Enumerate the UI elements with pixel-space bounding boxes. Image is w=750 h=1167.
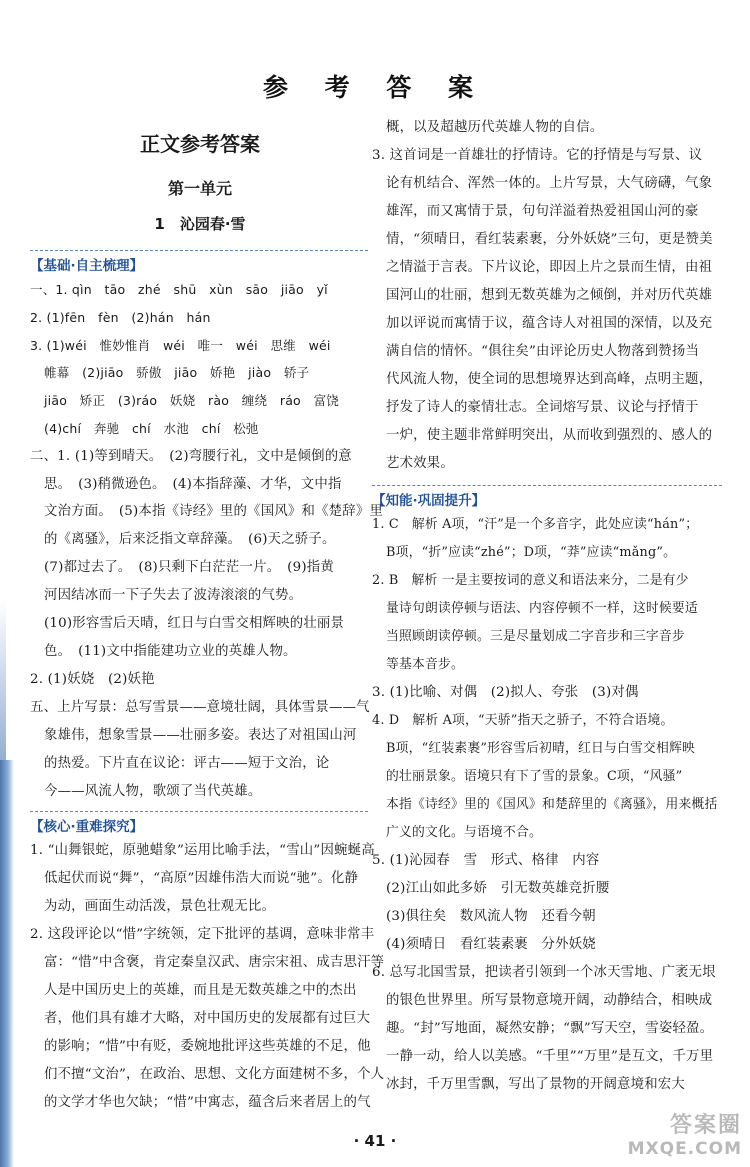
answer-line: 论有机结合、浑然一体的。上片写景，大气磅礴，气象 — [386, 176, 713, 191]
answer-line: 等基本音步。 — [386, 657, 464, 672]
answer-line: (10)形容雪后天晴，红日与白雪交相辉映的壮丽景 — [44, 616, 345, 631]
section-divider — [372, 485, 722, 486]
answer-line: 满自信的情怀。“俱往矣”由评论历史人物落到赞扬当 — [386, 344, 700, 359]
answer-line: B项，“折”应读“zhé”；D项，“莽”应读“mǎng”。 — [386, 545, 677, 560]
answer-line: 的壮丽景象。语境只有下了雪的景象。C项，“风骚” — [386, 769, 683, 784]
answer-line: 者，他们具有雄才大略，对中国历史的发展都有过巨大 — [44, 1011, 371, 1026]
answer-line: 富：“惜”中含褒，肯定秦皇汉武、唐宗宋祖、成吉思汗等 — [44, 955, 385, 970]
answer-line: 文治方面。 (5)本指《诗经》里的《国风》和《楚辞》里 — [44, 504, 384, 519]
answer-line: 的文学才华也欠缺；“惜”中寓志，蕴含后来者居上的气 — [44, 1095, 371, 1110]
answer-line: 帷幕 (2)jiāo 骄傲 jiāo 娇艳 jiào 轿子 — [44, 365, 310, 380]
section-divider — [30, 811, 368, 812]
answer-line: 象雄伟，想象雪景——壮丽多姿。表达了对祖国山河 — [44, 728, 357, 743]
answer-line: 1. C 解析 A项，“汗”是一个多音字，此处应读“hán”； — [372, 517, 699, 532]
answer-line: 们不擅“文治”，在政治、思想、文化方面建树不多，个人 — [44, 1067, 385, 1082]
answer-line: 之情溢于言表。下片议论，即因上片之景而生情，由祖 — [386, 260, 713, 275]
answer-line: 的《离骚》，后来泛指文章辞藻。 (6)天之骄子。 — [44, 532, 336, 547]
answer-line: 色。 (11)文中指能建功立业的英雄人物。 — [44, 644, 297, 659]
section-divider — [30, 250, 368, 251]
answer-line: 趣。“封”写地面，凝然安静；“飘”写天空，雪姿轻盈。 — [386, 1021, 714, 1036]
answer-line: 5. (1)沁园春 雪 形式、格律 内容 — [372, 853, 600, 868]
page-edge-shadow — [0, 760, 14, 1167]
lesson-heading: 1 沁园春·雪 — [154, 215, 246, 233]
answer-line: 一、1. qìn tāo zhé shū xùn sāo jiāo yǐ — [30, 282, 328, 297]
answer-line: 雄浑，而又寓情于景，句句洋溢着热爱祖国山河的豪 — [386, 204, 699, 219]
answer-line: 2. B 解析 一是主要按词的意义和语法来分，二是有少 — [372, 573, 689, 588]
answer-line: (3)俱往矣 数风流人物 还看今朝 — [386, 909, 596, 924]
answer-line: B项，“红装素裹”形容雪后初晴，红日与白雪交相辉映 — [386, 741, 696, 756]
answer-line: jiāo 矫正 (3)ráo 妖娆 rào 缠绕 ráo 富饶 — [44, 393, 340, 408]
answer-line: 冰封，千万里雪飘，写出了景物的开阔意境和宏大 — [386, 1077, 685, 1092]
answer-line: 的影响；“惜”中有贬，委婉地批评这些英雄的不足，他 — [44, 1039, 371, 1054]
answer-line: 情，“须晴日，看红装素裹，分外妖娆”三句，更是赞美 — [386, 232, 713, 247]
answer-line: 3. (1)比喻、对偶 (2)拟人、夸张 (3)对偶 — [372, 685, 639, 700]
answer-line: (4)chí 奔驰 chí 水池 chí 松弛 — [44, 421, 259, 436]
answer-line: 当照顾朗读停顿。三是尽量划成二字音步和三字音步 — [386, 629, 685, 644]
answer-line: 的热爱。下片直在议论：评古——短于文治，论 — [44, 756, 330, 771]
watermark-text: 答案圈 — [669, 1113, 742, 1138]
answer-line: 2. 这段评论以“惜”字统领，定下批评的基调，意味非常丰 — [30, 927, 375, 942]
answer-line: 艺术效果。 — [386, 456, 454, 471]
answer-line: 一静一动，给人以美感。“千里”“万里”是互文，千万里 — [386, 1049, 714, 1064]
answer-line: 2. (1)fēn fèn (2)hán hán — [30, 310, 211, 325]
answer-line: (4)须晴日 看红装素裹 分外妖娆 — [386, 937, 596, 952]
page-edge-shadow — [0, 600, 6, 760]
answer-line: 河因结冰而一下子失去了波涛滚滚的气势。 — [44, 588, 303, 603]
answer-line: 为动，画面生动活泼，景色壮观无比。 — [44, 899, 276, 914]
answer-line: 思。 (3)稍微逊色。 (4)本指辞藻、才华，文中指 — [44, 477, 342, 492]
watermark-logo — [628, 1108, 742, 1159]
answer-line: 6. 总写北国雪景，把读者引领到一个冰天雪地、广袤无垠 — [372, 965, 716, 980]
answer-line: 量诗句朗读停顿与语法、内容停顿不一样，这时候要适 — [386, 601, 698, 616]
section-label-basic: 【基础·自主梳理】 — [30, 258, 144, 274]
answer-line: (7)都过去了。 (8)只剩下白茫茫一片。 (9)指黄 — [44, 560, 334, 575]
answer-line: 的银色世界里。所写景物意境开阔，动静结合，相映成 — [386, 993, 713, 1008]
answer-line: 3. 这首词是一首雄壮的抒情诗。它的抒情是与写景、议 — [372, 148, 703, 163]
answer-line: 低起伏而说“舞”，“高原”因雄伟浩大而说“驰”。化静 — [44, 871, 359, 886]
answer-line: 4. D 解析 A项，“天骄”指天之骄子，不符合语境。 — [372, 713, 674, 728]
answer-line: 加以评说而寓情于议，蕴含诗人对祖国的深情，以及充 — [386, 316, 713, 331]
answer-line: 1. “山舞银蛇，原驰蜡象”运用比喻手法，“雪山”因蜿蜒高 — [30, 843, 375, 858]
answer-line: 五、上片写景：总写雪景——意境壮阔，具体雪景——气 — [30, 700, 370, 715]
section-label-core: 【核心·重难探究】 — [30, 819, 144, 835]
answer-line: 本指《诗经》里的《国风》和楚辞里的《离骚》，用来概括 — [386, 797, 718, 812]
answer-line: 2. (1)妖娆 (2)妖艳 — [30, 672, 155, 687]
watermark-url: MXQE.COM — [627, 1139, 742, 1159]
answer-line: 抒发了诗人的豪情壮志。全词熔写景、议论与抒情于 — [386, 400, 699, 415]
answer-line: 3. (1)wéi 惟妙惟肖 wéi 唯一 wéi 思维 wéi — [30, 338, 331, 353]
answer-line: (2)江山如此多娇 引无数英雄竞折腰 — [386, 881, 610, 896]
answer-line: 代风流人物，使全词的思想境界达到高峰，点明主题， — [386, 372, 713, 387]
answer-line: 广义的文化。与语境不合。 — [386, 825, 542, 840]
answer-line: 二、1. (1)等到晴天。 (2)弯腰行礼，文中是倾倒的意 — [30, 449, 352, 464]
unit-heading: 第一单元 — [167, 179, 232, 198]
answer-line: 国河山的壮丽，想到无数英雄为之倾倒，并对历代英雄 — [386, 288, 713, 303]
page-title: 参 考 答 案 — [262, 73, 488, 102]
page-number: · 41 · — [353, 1132, 397, 1150]
answer-line: 今——风流人物，歌颂了当代英雄。 — [44, 784, 262, 799]
answer-line: 一炉，使主题非常鲜明突出，从而收到强烈的、感人的 — [386, 428, 713, 443]
section-label-practice: 【知能·巩固提升】 — [372, 493, 486, 509]
section-heading: 正文参考答案 — [140, 132, 260, 156]
answer-line: 概，以及超越历代英雄人物的自信。 — [386, 120, 604, 135]
answer-line: 人是中国历史上的英雄，而且是无数英雄之中的杰出 — [44, 983, 357, 998]
